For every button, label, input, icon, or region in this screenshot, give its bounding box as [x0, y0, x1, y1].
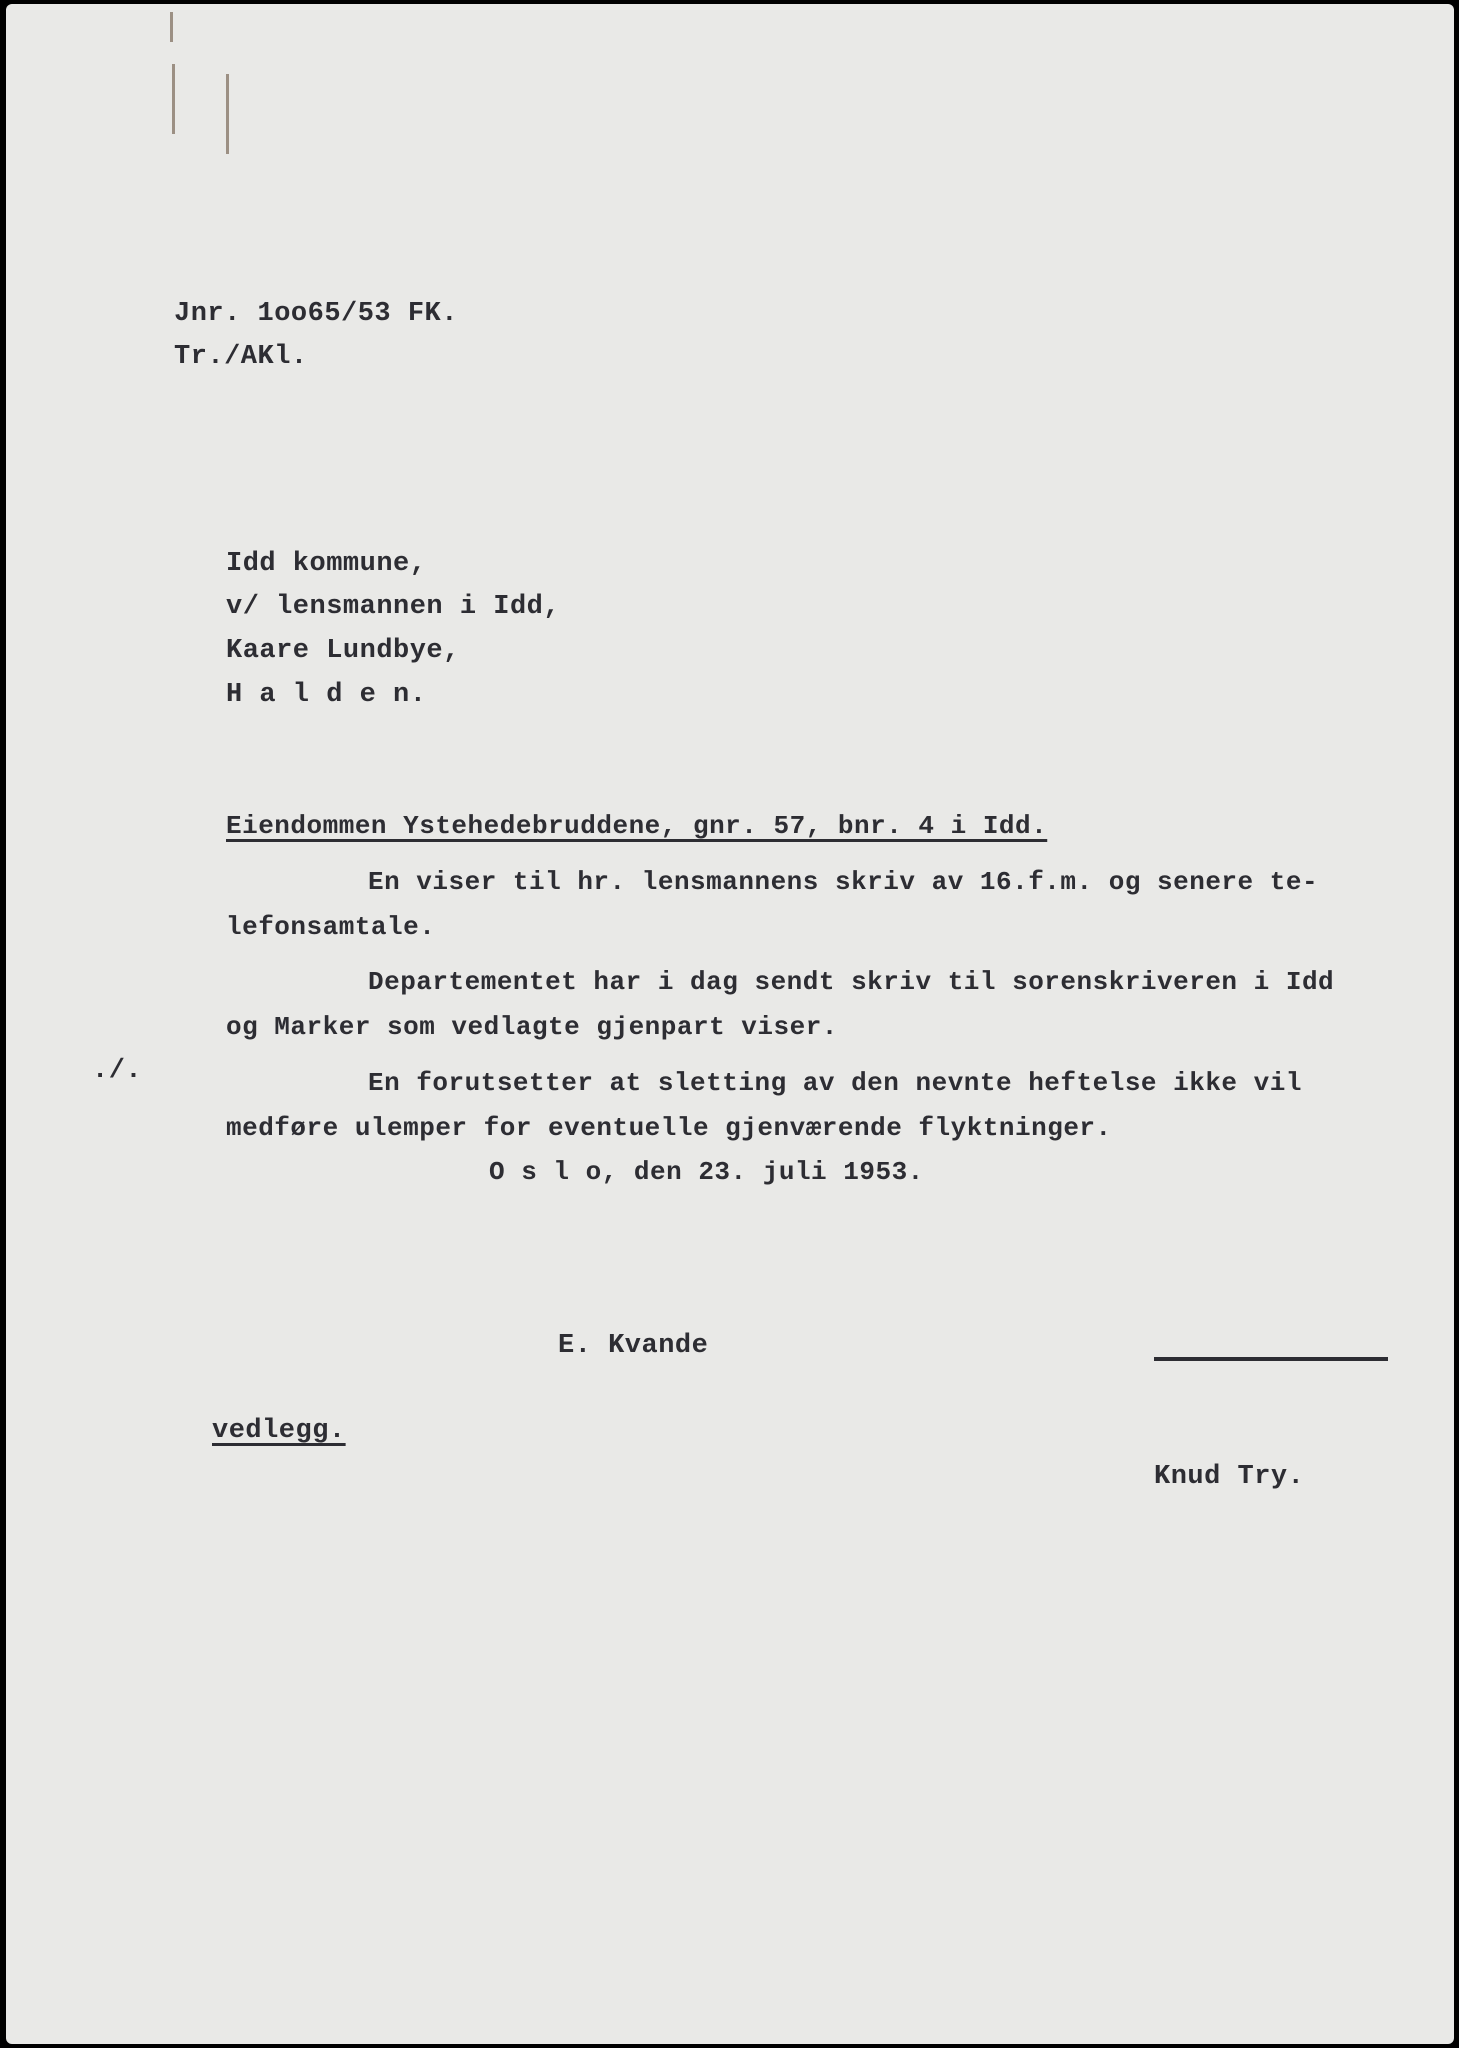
margin-mark: ./.: [92, 1056, 143, 1086]
subject-line: Eiendommen Ystehedebruddene, gnr. 57, bnr. 4 i Idd.: [226, 811, 1048, 841]
signature-rule: [1154, 1357, 1388, 1361]
body-line: lefonsamtale.: [226, 912, 436, 942]
initials: Tr./AKl.: [174, 342, 308, 372]
document-page: [6, 4, 1454, 2044]
enclosure-label: vedlegg.: [212, 1416, 346, 1446]
recipient-line: v/ lensmannen i Idd,: [226, 592, 561, 622]
body-line: Departementet har i dag sendt skriv til sorenskriveren i Idd: [368, 967, 1335, 997]
body-line: En viser til hr. lensmannens skriv av 16.f.m. og senere te-: [368, 867, 1319, 897]
body-line: medføre ulemper for eventuelle gjenværende flyktninger.: [226, 1113, 1112, 1143]
journal-number: Jnr. 1oo65/53 FK.: [174, 299, 458, 329]
recipient-line: Idd kommune,: [226, 549, 427, 579]
body-line: og Marker som vedlagte gjenpart viser.: [226, 1012, 838, 1042]
signature-right: Knud Try.: [1154, 1462, 1305, 1492]
recipient-line: H a l d e n.: [226, 680, 427, 710]
staple-mark: [170, 12, 173, 42]
dateline: O s l o, den 23. juli 1953.: [489, 1157, 924, 1187]
staple-mark: [172, 64, 175, 134]
staple-mark: [226, 74, 229, 154]
signature-left: E. Kvande: [558, 1331, 709, 1361]
body-line: En forutsetter at sletting av den nevnte heftelse ikke vil: [368, 1068, 1302, 1098]
recipient-line: Kaare Lundbye,: [226, 636, 460, 666]
